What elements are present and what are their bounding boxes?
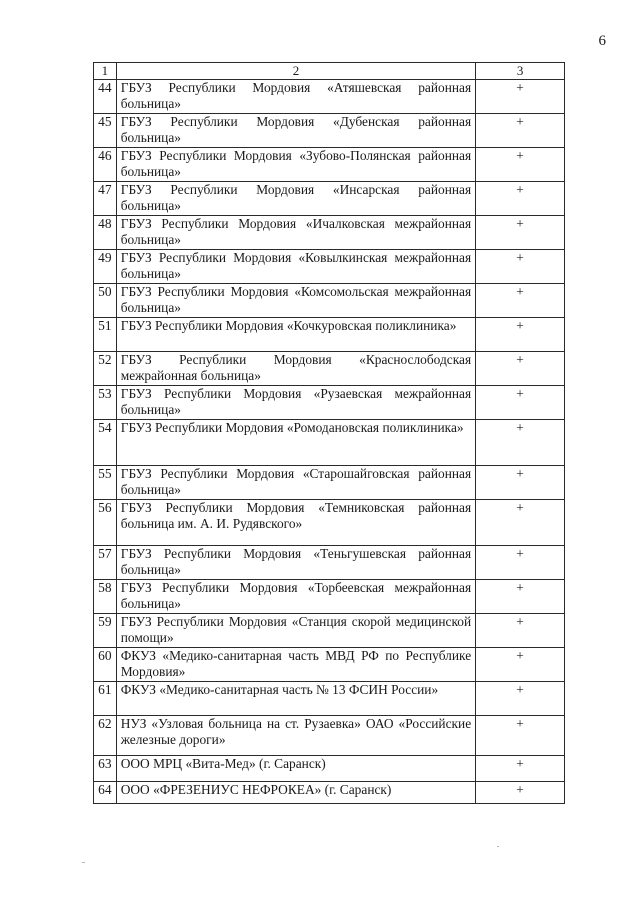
row-num-cell: 52: [94, 352, 117, 386]
row-num-cell: 50: [94, 284, 117, 318]
row-name-cell: ГБУЗ Республики Мордовия «Ичалковская межрайонная больница»: [116, 216, 475, 250]
row-mark-cell: +: [476, 182, 565, 216]
row-num-cell: 48: [94, 216, 117, 250]
table-header-row: [94, 63, 565, 80]
row-mark-cell: +: [476, 250, 565, 284]
table-row: [94, 114, 565, 148]
row-name-cell: НУЗ «Узловая больница на ст. Рузаевка» ОАО «Российские железные дороги»: [116, 716, 475, 756]
row-mark-cell: +: [476, 466, 565, 500]
row-mark-cell: +: [476, 148, 565, 182]
row-mark-cell: +: [476, 546, 565, 580]
row-num-cell: 62: [94, 716, 117, 756]
row-name-cell: ГБУЗ Республики Мордовия «Кочкуровская поликлиника»: [116, 318, 475, 352]
row-name-cell: ГБУЗ Республики Мордовия «Станция скорой медицинской помощи»: [116, 614, 475, 648]
row-num-cell: 63: [94, 756, 117, 782]
row-num-cell: 57: [94, 546, 117, 580]
row-mark-cell: +: [476, 580, 565, 614]
table-row: [94, 682, 565, 716]
row-name-cell: ГБУЗ Республики Мордовия «Зубово-Полянская районная больница»: [116, 148, 475, 182]
row-mark-cell: +: [476, 420, 565, 466]
institutions-table: [93, 62, 565, 804]
row-num-cell: 49: [94, 250, 117, 284]
row-mark-cell: +: [476, 648, 565, 682]
row-num-cell: 61: [94, 682, 117, 716]
row-mark-cell: +: [476, 500, 565, 546]
row-mark-cell: +: [476, 318, 565, 352]
table-row: [94, 614, 565, 648]
column-header-name: 2: [116, 63, 475, 80]
table-row: [94, 352, 565, 386]
page-number: 6: [598, 33, 606, 49]
row-mark-cell: +: [476, 216, 565, 250]
table-row: [94, 148, 565, 182]
table-row: [94, 80, 565, 114]
row-num-cell: 58: [94, 580, 117, 614]
row-name-cell: ГБУЗ Республики Мордовия «Ковылкинская межрайонная больница»: [116, 250, 475, 284]
table-row: [94, 466, 565, 500]
table-row: [94, 546, 565, 580]
row-num-cell: 45: [94, 114, 117, 148]
row-name-cell: ГБУЗ Республики Мордовия «Атяшевская районная больница»: [116, 80, 475, 114]
row-mark-cell: +: [476, 80, 565, 114]
row-num-cell: 53: [94, 386, 117, 420]
row-name-cell: ООО МРЦ «Вита-Мед» (г. Саранск): [116, 756, 475, 782]
table-row: [94, 284, 565, 318]
row-num-cell: 64: [94, 782, 117, 804]
row-name-cell: ГБУЗ Республики Мордовия «Краснослободская межрайонная больница»: [116, 352, 475, 386]
row-name-cell: ГБУЗ Республики Мордовия «Темниковская районная больница им. А. И. Рудявского»: [116, 500, 475, 546]
row-name-cell: ГБУЗ Республики Мордовия «Инсарская районная больница»: [116, 182, 475, 216]
row-mark-cell: +: [476, 756, 565, 782]
row-num-cell: 59: [94, 614, 117, 648]
table-row: [94, 216, 565, 250]
row-name-cell: ГБУЗ Республики Мордовия «Дубенская районная больница»: [116, 114, 475, 148]
table-row: [94, 500, 565, 546]
row-name-cell: ГБУЗ Республики Мордовия «Ромодановская поликлиника»: [116, 420, 475, 466]
table-row: [94, 182, 565, 216]
row-mark-cell: +: [476, 386, 565, 420]
column-header-number: 1: [94, 63, 117, 80]
row-num-cell: 47: [94, 182, 117, 216]
row-mark-cell: +: [476, 716, 565, 756]
column-header-mark: 3: [476, 63, 565, 80]
row-name-cell: ГБУЗ Республики Мордовия «Торбеевская межрайонная больница»: [116, 580, 475, 614]
row-mark-cell: +: [476, 614, 565, 648]
table-row: [94, 716, 565, 756]
row-name-cell: ГБУЗ Республики Мордовия «Рузаевская межрайонная больница»: [116, 386, 475, 420]
row-name-cell: ФКУЗ «Медико-санитарная часть МВД РФ по Республике Мордовия»: [116, 648, 475, 682]
row-num-cell: 51: [94, 318, 117, 352]
row-name-cell: ГБУЗ Республики Мордовия «Комсомольская межрайонная больница»: [116, 284, 475, 318]
row-name-cell: ФКУЗ «Медико-санитарная часть № 13 ФСИН России»: [116, 682, 475, 716]
row-mark-cell: +: [476, 782, 565, 804]
table-row: [94, 756, 565, 782]
row-mark-cell: +: [476, 352, 565, 386]
table-row: [94, 386, 565, 420]
table-row: [94, 250, 565, 284]
row-name-cell: ГБУЗ Республики Мордовия «Старошайговская районная больница»: [116, 466, 475, 500]
row-name-cell: ГБУЗ Республики Мордовия «Теньгушевская районная больница»: [116, 546, 475, 580]
row-num-cell: 55: [94, 466, 117, 500]
table-row: [94, 782, 565, 804]
table-row: [94, 420, 565, 466]
row-num-cell: 54: [94, 420, 117, 466]
row-mark-cell: +: [476, 682, 565, 716]
row-num-cell: 44: [94, 80, 117, 114]
row-num-cell: 56: [94, 500, 117, 546]
row-num-cell: 60: [94, 648, 117, 682]
row-mark-cell: +: [476, 114, 565, 148]
row-num-cell: 46: [94, 148, 117, 182]
scan-speck: [497, 846, 499, 847]
table-row: [94, 318, 565, 352]
row-name-cell: ООО «ФРЕЗЕНИУС НЕФРОКЕА» (г. Саранск): [116, 782, 475, 804]
table-row: [94, 580, 565, 614]
scan-speck: [82, 862, 85, 863]
table-row: [94, 648, 565, 682]
row-mark-cell: +: [476, 284, 565, 318]
